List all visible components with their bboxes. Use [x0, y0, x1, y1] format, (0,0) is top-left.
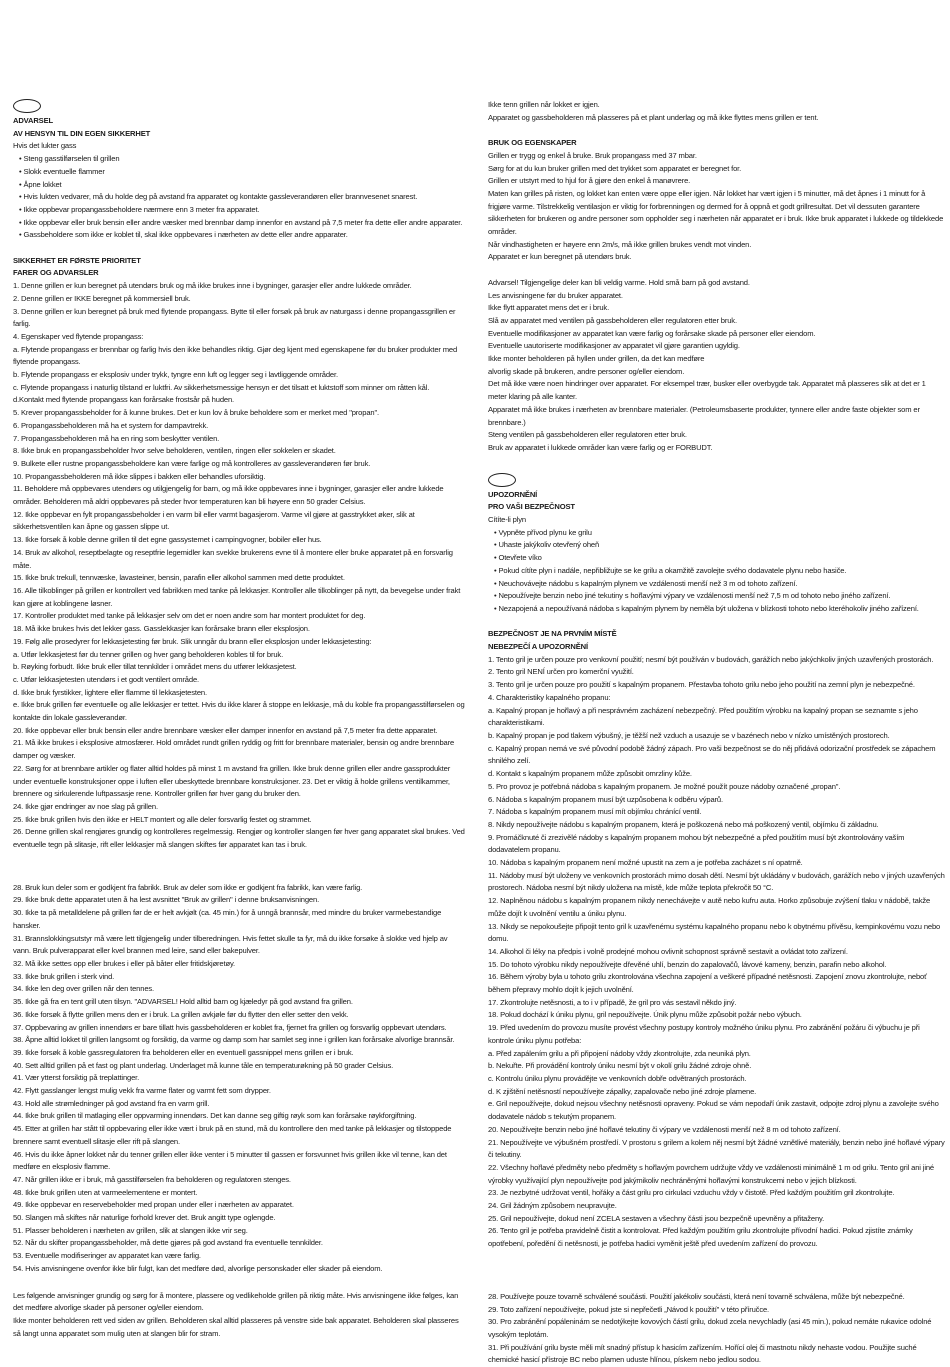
- list-item: 18. Må ikke brukes hvis det lekker gass. Gasslekkasjer kan forårsake brann eller eksplosjon.: [13, 624, 310, 634]
- list-item: 28. Používejte pouze tovarně schválené součásti. Použití jakékoliv součásti, která není tovarně schválena, může být nebezpečné.: [488, 1291, 905, 1301]
- list-item: 34. Ikke len deg over grillen når den tennes.: [13, 984, 155, 994]
- list-item: 10. Propangassbeholderen må ikke slippes i bakken eller behandles uforsiktig.: [13, 471, 266, 481]
- list-item: 31. Brannslokkingsutstyr må være lett tilgjengelig under tilberedningen. Hvis fettet skulle ta fyr, må du ikke forsøke å slokke ved hjelp av vann. Bruk pulverapparat eller kvel brannen med leire, sand eller bakepulver.: [13, 933, 448, 956]
- closing-instructions: [13, 1290, 465, 1341]
- list-item: Apparatet må ikke brukes i nærheten av brennbare materialer. (Petroleumsbaserte produkter, tynnere eller andre faste objekter som er brennbare.): [488, 404, 920, 427]
- list-item: 21. Nepoužívejte ve výbušném prostředí. V prostoru s grilem a kolem něj nesmí být žádné vznětlivé materiály, benzin nebo jiné hořlavé výpary či tekutiny.: [488, 1137, 945, 1160]
- list-item: 15. Ikke bruk trekull, tennvæske, lavasteiner, bensin, parafin eller alkohol sammen med dette produktet.: [13, 573, 345, 583]
- list-item: 1. Tento gril je určen pouze pro venkovní použití; nesmí být používán v budovách, garážích nebo jakýchkoliv jiných uzavřených prostorách.: [488, 654, 934, 664]
- list-item: Eventuelle uautoriserte modifikasjoner av apparatet vil gjøre garantien ugyldig.: [488, 341, 740, 351]
- use-heading: BRUK OG EGENSKAPER: [488, 138, 577, 148]
- list-item: 15. Do tohoto výrobku nikdy nepoužívejte dřevěné uhlí, benzin do zapalovačů, lávové kameny, benzin, parafin nebo alkohol.: [488, 959, 887, 969]
- list-item: 40. Sett alltid grillen på et fast og plant underlag. Underlaget må kunne tåle en temperaturøkning på 50 grader Celsius.: [13, 1060, 394, 1070]
- list-item: 8. Nikdy nepoužívejte nádobu s kapalným propanem, která je poškozená nebo má poškozený ventil, objímku či základnu.: [488, 819, 879, 829]
- list-item: • Steng gasstilførselen til grillen: [13, 153, 465, 166]
- list-item: Slå av apparatet med ventilen på gassbeholderen eller regulatoren etter bruk.: [488, 315, 737, 325]
- list-item: • Gassbeholdere som ikke er koblet til, skal ikke oppbevares i nærheten av dette eller andre apparater.: [13, 229, 465, 242]
- list-item: 16. Alle tilkoblinger på grillen er kontrollert ved fabrikken med tanke på lekkasjer. Kontroller alle tilkoblinger på nytt, da bevegelse under frakt kan gjøre at koblingene løsner.: [13, 586, 461, 608]
- list-item: 14. Alkohol či léky na předpis i volně prodejné mohou ovlivnit schopnost správně sestavit a ovládat toto zařízení.: [488, 946, 848, 956]
- list-item: • Åpne lokket: [13, 179, 465, 192]
- list-item: c. Kapalný propan nemá ve své původní podobě žádný zápach. Pro vaši bezpečnost se do něj přidává odorizační prostředek se zápachem shnilého zelí.: [488, 743, 936, 766]
- list-item: 6. Propangassbeholderen må ha et system for dampavtrekk.: [13, 420, 209, 430]
- list-item: 30. Ikke ta på metalldelene på grillen før de er helt avkjølt (ca. 45 min.) for å unngå brannsår, med mindre du bruker varmebestandige hansker.: [13, 908, 442, 930]
- list-item: c. Utfør lekkasjetesten utendørs i et godt ventilert område.: [13, 674, 199, 684]
- cz-warning-title: UPOZORNĚNÍ: [488, 489, 538, 499]
- list-item: 20. Nepoužívejte benzin nebo jiné hořlavé tekutiny či výpary ve vzdálenosti menší než 8 m od tohoto zařízení.: [488, 1124, 841, 1134]
- list-item: 24. Ikke gjør endringer av noe slag på grillen.: [13, 801, 158, 811]
- list-item: 7. Nádoba s kapalným propanem musí mít objímku chránící ventil.: [488, 807, 702, 817]
- list-item: 28. Bruk kun deler som er godkjent fra fabrikk. Bruk av deler som ikke er godkjent fra fabrikk, kan være farlig.: [13, 882, 363, 892]
- list-item: alvorlig skade på brukeren, andre personer og/eller eiendom.: [488, 366, 685, 376]
- list-item: 32. Må ikke settes opp eller brukes i eller på båter eller fritidskjøretøy.: [13, 958, 235, 968]
- list-item: d. Kontakt s kapalným propanem může způsobit omrzliny kůže.: [488, 769, 692, 779]
- hazards-heading: FARER OG ADVARSLER: [13, 268, 99, 278]
- list-item: Sørg for at du kun bruker grillen med det trykket som apparatet er beregnet for.: [488, 163, 742, 173]
- list-item: Det må ikke være noen hindringer over apparatet. For eksempel trær, busker eller overbygde tak. Apparatet må plasseres slik at det er 1 meter klaring på alle kanter.: [488, 379, 926, 402]
- cz-safety-heading: PRO VAŠI BEZPEČNOST: [488, 502, 575, 512]
- list-item: • Ikke oppbevar eller bruk bensin eller andre væsker med brennbar damp innenfor en avstand på 7,5 meter fra dette eller andre apparater.: [13, 217, 465, 230]
- list-item: • Nepoužívejte benzin nebo jiné tekutiny s hořlavými výpary ve vzdálenosti menší než 7,5 m od tohoto nebo jiného zařízení.: [488, 590, 945, 603]
- gas-smell-line: Hvis det lukter gass: [13, 141, 77, 151]
- list-item: 19. Před uvedením do provozu musíte provést všechny postupy kontroly možného úniku plynu. Pro zabránění požáru či výbuchu je při kontrole úniku plynu potřeba:: [488, 1023, 920, 1045]
- list-item: 22. Sørg for at brennbare artikler og flater alltid holdes på minst 1 m avstand fra grillen. Ikke bruk denne grillen eller andre gassprodukter under eventuelle konstruksjoner oppe i luften eller ubeskyttede brennbare konstruksjoner. 23. Det er viktig å holde grillens ventilkammer, brennere og sirkulerende luftpassasje rene. Kontroller grillen før hver gang du bruker den.: [13, 763, 451, 799]
- list-item: 43. Hold alle strømledninger på god avstand fra en varm grill.: [13, 1098, 210, 1108]
- warning-bullet-list: [13, 153, 465, 242]
- list-item: 1. Denne grillen er kun beregnet på utendørs bruk og må ikke brukes inne i bygninger, garasjer eller andre lukkede områder.: [13, 281, 412, 291]
- list-item: Grillen er trygg og enkel å bruke. Bruk propangass med 37 mbar.: [488, 150, 697, 160]
- list-item: 12. Naplněnou nádobu s kapalným propanem nikdy nenechávejte v autě nebo kufru auta. Horko způsobuje zvýšení tlaku v nádobě, takže může dojít k uvolnění ventilu a úniku plynu.: [488, 896, 931, 918]
- list-item: • Hvis lukten vedvarer, må du holde deg på avstand fra apparatet og kontakte gassleverandøren eller brannvesenet snarest.: [13, 191, 465, 204]
- list-item: 5. Pro provoz je potřebná nádoba s kapalným propanem. Je možné použít pouze nádoby označené „propan".: [488, 781, 841, 791]
- list-item: d. Ikke bruk fyrstikker, lightere eller flamme til lekkasjetesten.: [13, 687, 207, 697]
- list-item: 8. Ikke bruk en propangassbeholder hvor selve beholderen, ventilen, ringen eller sokkelen er skadet.: [13, 446, 336, 456]
- list-item: d.Kontakt med flytende propangass kan forårsake frostsår på huden.: [13, 395, 235, 405]
- list-item: 47. Når grillen ikke er i bruk, må gasstilførselen fra beholderen og regulatoren stenges.: [13, 1174, 291, 1184]
- list-item: b. Kapalný propan je pod tlakem výbušný, je těžší než vzduch a usazuje se v bazénech nebo v nízko umístěných prostorech.: [488, 731, 890, 740]
- list-item: Når vindhastigheten er høyere enn 2m/s, må ikke grillen brukes vendt mot vinden.: [488, 239, 752, 249]
- list-item: Ikke flytt apparatet mens det er i bruk.: [488, 303, 610, 313]
- list-item: 7. Propangassbeholderen må ha en ring som beskytter ventilen.: [13, 433, 220, 443]
- list-item: 25. Ikke bruk grillen hvis den ikke er HELT montert og alle deler forsvarlig festet og strammet.: [13, 814, 312, 824]
- list-item: 48. Ikke bruk grillen uten at varmeelementene er montert.: [13, 1187, 198, 1197]
- list-item: c. Kontrolu úniku plynu provádějte ve venkovních dobře odvětraných prostorách.: [488, 1073, 747, 1083]
- list-item: 13. Ikke forsøk å koble denne grillen til det egne gassystemet i campingvogner, bobiler eller hus.: [13, 535, 322, 545]
- list-item: • Otevřete víko: [488, 552, 945, 565]
- list-item: e. Ikke bruk grillen før eventuelle og alle lekkasjer er tettet. Hvis du ikke klarer å stoppe en lekkasje, må du koble fra propangasstilførselen og kontakte din lokale gassleverandør.: [13, 700, 465, 723]
- list-item: • Slokk eventuelle flammer: [13, 166, 465, 179]
- list-item: 10. Nádoba s kapalným propanem není možné upustit na zem a je potřeba zacházet s ní opatrně.: [488, 858, 803, 868]
- list-item: Apparatet er kun beregnet på utendørs bruk.: [488, 252, 632, 262]
- list-item: • Pokud cítíte plyn i nadále, nepřibližujte se ke grilu a okamžitě zavolejte svého dodavatele plynu nebo hasiče.: [488, 565, 945, 578]
- safety-heading: AV HENSYN TIL DIN EGEN SIKKERHET: [13, 128, 151, 138]
- list-item: 29. Ikke bruk dette apparatet uten å ha lest avsnittet "Bruk av grillen" i denne bruksanvisningen.: [13, 895, 320, 905]
- text-line: Apparatet og gassbeholderen må plasseres på et plant underlag og må ikke flyttes mens grillen er tent.: [488, 112, 819, 122]
- list-item: 52. Når du skifter propangassbeholder, må dette gjøres på god avstand fra eventuelle tennkilder.: [13, 1238, 323, 1248]
- list-item: • Ikke oppbevar propangassbeholdere nærmere enn 3 meter fra apparatet.: [13, 204, 465, 217]
- list-item: 2. Denne grillen er IKKE beregnet på kommersiell bruk.: [13, 293, 191, 303]
- list-item: 11. Nádoby musí být uloženy ve venkovních prostorách mimo dosah dětí. Nesmí být ukládány v budovách, garážích nebo v jiných uzavřených prostorech. Nádoba nesmí být nikdy uložena na místě, kde může teplota překročit 50 °C.: [488, 870, 945, 893]
- list-item: 39. Ikke forsøk å koble gassregulatoren fra beholderen eller en eventuell gassnippel mens grillen er i bruk.: [13, 1047, 354, 1057]
- list-item: 45. Etter at grillen har stått til oppbevaring eller ikke vært i bruk på en stund, må du kontrollere den med tanke på lekkasjer og tilstoppede brennere samt eventuell slitasje eller rift på slangen.: [13, 1124, 452, 1146]
- list-item: e. Gril nepoužívejte, dokud nejsou všechny netěsnosti opraveny. Pokud se vám nepodaří únik zastavit, odpojte zdroj plynu a zavolejte svého dodavatele nádob s tekutým propanem.: [488, 1099, 939, 1122]
- list-item: 12. Ikke oppbevar en fylt propangassbeholder i en varm bil eller varmt bagasjerom. Varme vil gjøre at gasstrykket øker, slik at sikkerhetsventilen kan åpne og gassen slippe ut.: [13, 509, 415, 532]
- list-item: 49. Ikke oppbevar en reservebeholder med propan under eller i nærheten av apparatet.: [13, 1200, 294, 1210]
- list-item: 42. Flytt gasslanger lengst mulig vekk fra varme flater og varmt fett som drypper.: [13, 1086, 271, 1096]
- text-line: Ikke tenn grillen når lokket er igjen.: [488, 100, 600, 109]
- cz-warning-oval-icon: [488, 473, 516, 487]
- list-item: 38. Åpne alltid lokket til grillen langsomt og forsiktig, da varme og damp som har samlet seg inne i grillen kan forårsake alvorlige brannsår.: [13, 1035, 455, 1045]
- list-item: 31. Při používání grilu byste měli mít snadný přístup k hasicím zařízením. Hořící olej či mastnotu nikdy nehaste vodou. Použijte suché chemické hasicí přístroje BC nebo plamen uduste hlínou, pískem nebo jedlou sodou.: [488, 1342, 917, 1365]
- list-item: 30. Pro zabránění popáleninám se nedotýkejte kovových částí grilu, dokud zcela nevychladly (asi 45 min.), pokud nemáte rukavice odolné vysokým teplotám.: [488, 1317, 932, 1339]
- list-item: 26. Tento gril je potřeba pravidelně čistit a kontrolovat. Před každým použitím grilu zkontrolujte přívodní hadici. Pokud zjistíte známky opotřebení, poředění či netěsnosti, je potřeba hadici vyměnit ještě před uvedením zařízení do provozu.: [488, 1226, 913, 1249]
- list-item: 11. Beholdere må oppbevares utendørs og utilgjengelig for barn, og må ikke oppbevares inne i bygninger, garasjer eller andre lukkede områder. Beholderen må aldri oppbevares på steder hvor temperaturen kan bli høyere enn 50 grader Celsius.: [13, 484, 444, 507]
- list-item: • Uhaste jakýkoliv otevřený oheň: [488, 539, 945, 552]
- priority-heading: SIKKERHET ER FØRSTE PRIORITET: [13, 255, 141, 265]
- list-item: 9. Promáčknuté či zrezivělé nádoby s kapalným propanem mohou být nebezpečné a před použitím musí být zkontrolovány vaším dodavatelem propanu.: [488, 832, 905, 855]
- list-item: 37. Oppbevaring av grillen innendørs er bare tillatt hvis gassbeholderen er koblet fra, fjernet fra grillen og forsvarlig oppbevart utendørs.: [13, 1022, 447, 1032]
- list-item: 3. Tento gril je určen pouze pro použití s kapalným propanem. Přestavba tohoto grilu nebo jeho použití na zemní plyn je nebezpečné.: [488, 680, 915, 690]
- list-item: 17. Zkontrolujte netěsnosti, a to i v případě, že gril pro vás sestavil někdo jiný.: [488, 997, 737, 1007]
- hazard-list-part-1: [13, 280, 465, 852]
- list-item: 4. Charakteristiky kapalného propanu:: [488, 692, 611, 702]
- warning-oval-icon: [13, 99, 41, 113]
- list-item: a. Utfør lekkasjetest før du tenner grillen og hver gang beholderen kobles til for bruk.: [13, 649, 284, 659]
- left-column: [13, 99, 465, 1340]
- list-item: 36. Ikke forsøk å flytte grillen mens den er i bruk. La grillen avkjøle før du flytter den eller setter den vekk.: [13, 1009, 349, 1019]
- list-item: 35. Ikke gå fra en tent grill uten tilsyn. "ADVARSEL! Hold alltid barn og kjæledyr på god avstand fra grillen.: [13, 997, 353, 1007]
- list-item: 22. Všechny hořlavé předměty nebo předměty s hořlavým povrchem udržujte vždy ve vzdálenosti minimálně 1 m od grilu. Tento gril ani jiné výrobky využívající plyn nepoužívejte pod jakýmikoliv nechráněnými hořlavými konstrukcemi nebo v jejich blízkosti.: [488, 1162, 935, 1185]
- list-item: 53. Eventuelle modifiseringer av apparatet kan være farlig.: [13, 1251, 201, 1261]
- list-item: • Neuchovávejte nádobu s kapalným plynem ve vzdálenosti menší než 3 m od tohoto zařízení.: [488, 578, 945, 591]
- list-item: 6. Nádoba s kapalným propanem musí být uzpůsobena k odběru výparů.: [488, 794, 723, 804]
- warning-title: ADVARSEL: [13, 116, 54, 125]
- list-item: 18. Pokud dochází k úniku plynu, gril nepoužívejte. Únik plynu může způsobit požár nebo výbuch.: [488, 1010, 802, 1020]
- list-item: 46. Hvis du ikke åpner lokket når du tenner grillen eller ikke venter i 5 minutter til gassen er forsvunnet hvis grillen ikke vil tenne, kan det medføre en eksplosiv flamme.: [13, 1149, 447, 1172]
- list-item: • Nezapojená a nepoužívaná nádoba s kapalným plynem by neměla být uložena v blízkosti tohoto nebo kteréhokoliv jiného zařízení.: [488, 603, 945, 616]
- advice-section: [488, 277, 945, 455]
- list-item: a. Kapalný propan je hořlavý a při nesprávném zacházení nebezpečný. Před použitím výrobku na kapalný propan se seznamte s jeho charakteristikami.: [488, 705, 918, 728]
- list-item: 26. Denne grillen skal rengjøres grundig og kontrolleres regelmessig. Rengjør og kontroller slangen før hver gang apparatet skal brukes. Ved eventuelle tegn på slitasje, rift eller lekkasjer må slangen skiftes før apparatet kan tas i bruk.: [13, 827, 465, 850]
- list-item: Ikke monter beholderen rett ved siden av grillen. Beholderen skal alltid plasseres på venstre side bak apparatet. Beholderen skal plasseres så langt unna apparatet som mulig uten at slangen blir for stram.: [13, 1315, 459, 1338]
- list-item: d. K zjištění netěsností nepoužívejte zápalky, zapalovače nebo jiné zdroje plamene.: [488, 1086, 757, 1096]
- list-item: Eventuelle modifikasjoner av apparatet kan være farlig og forårsake skade på personer eller eiendom.: [488, 328, 816, 338]
- list-item: 23. Je nezbytné udržovat ventil, hořáky a část grilu pro cirkulaci vzduchu vždy v čistotě. Před každým použitím gril zkontrolujte.: [488, 1188, 895, 1198]
- list-item: 20. Ikke oppbevar eller bruk bensin eller andre brennbare væsker eller damper innenfor en avstand på 7,5 meter fra dette apparatet.: [13, 725, 438, 735]
- cz-priority-heading: BEZPEČNOST JE NA PRVNÍM MÍSTĚ: [488, 629, 617, 639]
- list-item: c. Flytende propangass i naturlig tilstand er luktfri. Av sikkerhetsmessige hensyn er det tilsatt et luktstoff som minner om råtten kål.: [13, 382, 430, 392]
- list-item: • Vypněte přívod plynu ke grilu: [488, 527, 945, 540]
- list-item: 44. Ikke bruk grillen til matlaging eller oppvarming innendørs. Det kan danne seg giftig røyk som kan forårsake røykforgiftning.: [13, 1111, 417, 1121]
- list-item: 19. Følg alle prosedyrer for lekkasjetesting før bruk. Slik unngår du brann eller eksplosjon under lekkasjetesting:: [13, 636, 372, 646]
- list-item: Ikke monter beholderen på hyllen under grillen, da det kan medføre: [488, 354, 705, 364]
- list-item: 4. Egenskaper ved flytende propangass:: [13, 331, 144, 341]
- list-item: a. Flytende propangass er brennbar og farlig hvis den ikke behandles riktig. Gjør deg kjent med egenskapene før du bruker produkter med flytende propangass.: [13, 344, 458, 367]
- list-item: 5. Krever propangassbeholder for å kunne brukes. Det er kun lov å bruke beholdere som er merket med "propan".: [13, 408, 379, 418]
- list-item: 9. Bulkete eller rustne propangassbeholdere kan være farlige og må kontrolleres av gassleverandøren før bruk.: [13, 458, 371, 468]
- cz-hazard-list-part-1: [488, 654, 945, 1251]
- list-item: Advarsel! Tilgjengelige deler kan bli veldig varme. Hold små barn på god avstand.: [488, 277, 750, 287]
- cz-hazards-heading: NEBEZPEČÍ A UPOZORNĚNÍ: [488, 642, 588, 652]
- list-item: 17. Kontroller produktet med tanke på lekkasjer selv om det er noen andre som har montert produktet for deg.: [13, 611, 366, 621]
- list-item: Maten kan grilles på risten, og lokket kan enten være oppe eller igjen. Når lokket har vært igjen i 5 minutter, må det åpnes i 1 minutt for å frigjøre varme. Tilstrekkelig ventilasjon er viktig for forbrenningen og dermed for å oppnå et godt grillresultat. Det vil dessuten garantere sikkerheten for brukeren og andre personer som oppholder seg i nærheten når apparatet er i bruk. Ikke bruk apparatet i lukkede og tildekkede områder.: [488, 188, 944, 237]
- list-item: 50. Slangen må skiftes når naturlige forhold krever det. Bruk angitt type oglengde.: [13, 1213, 276, 1223]
- list-item: 21. Må ikke brukes i eksplosive atmosfærer. Hold området rundt grillen ryddig og fritt for brennbare materialer, bensin og andre brennbare damper og væsker.: [13, 738, 455, 761]
- list-item: 24. Gril žádným způsobem neupravujte.: [488, 1201, 617, 1211]
- cz-warning-bullet-list: [488, 527, 945, 616]
- list-item: 41. Vær ytterst forsiktig på treplattinger.: [13, 1073, 140, 1083]
- list-item: Les anvisningene før du bruker apparatet.: [488, 290, 623, 300]
- cz-gas-smell-line: Cítíte-li plyn: [488, 515, 526, 525]
- list-item: b. Nekuřte. Při provádění kontroly úniku nesmí být v okolí grilu žádné zdroje ohně.: [488, 1061, 752, 1071]
- list-item: 33. Ikke bruk grillen i sterk vind.: [13, 971, 115, 981]
- list-item: 51. Plasser beholderen i nærheten av grillen, slik at slangen ikke vrir seg.: [13, 1225, 248, 1235]
- list-item: 3. Denne grillen er kun beregnet på bruk med flytende propangass. Bytte til eller forsøk på bruk av naturgass i denne propangassgrillen er farlig.: [13, 306, 456, 329]
- hazard-list-part-2: [13, 882, 465, 1276]
- list-item: Steng ventilen på gassbeholderen eller regulatoren etter bruk.: [488, 430, 687, 440]
- list-item: 2. Tento gril NENÍ určen pro komerční využití.: [488, 667, 634, 677]
- list-item: Les følgende anvisninger grundig og sørg for å montere, plassere og vedlikeholde grillen på riktig måte. Hvis anvisningene ikke følges, kan det medføre alvorlige skader på personer og/eller eiendom.: [13, 1290, 459, 1313]
- list-item: 14. Bruk av alkohol, reseptbelagte og reseptfrie legemidler kan svekke brukerens evne til å montere eller bruke apparatet på en forsvarlig måte.: [13, 547, 453, 570]
- list-item: 25. Gril nepoužívejte, dokud není ZCELA sestaven a všechny části jsou bezpečně upevněny a přitaženy.: [488, 1213, 825, 1223]
- list-item: Bruk av apparatet i lukkede områder kan være farlig og er FORBUDT.: [488, 442, 713, 452]
- cz-hazard-list-part-2: [488, 1291, 945, 1367]
- list-item: 13. Nikdy se nepokoušejte připojit tento gril k uzavřenému systému kapalného propanu nebo k obytnému přívěsu, kempinkovému vozu nebo domu.: [488, 921, 941, 944]
- list-item: Grillen er utstyrt med to hjul for å gjøre den enkel å manøvrere.: [488, 176, 691, 186]
- right-column: [488, 99, 945, 1367]
- list-item: 54. Hvis anvisningene ovenfor ikke blir fulgt, kan det medføre død, alvorlige personskader eller skader på eiendom.: [13, 1263, 383, 1273]
- list-item: a. Před zapálením grilu a při připojení nádoby vždy zkontrolujte, zda neuniká plyn.: [488, 1048, 751, 1058]
- use-section: [488, 150, 945, 264]
- list-item: 29. Toto zařízení nepoužívejte, pokud jste si nepřečetli „Návod k použití" v této příručce.: [488, 1304, 770, 1314]
- list-item: b. Flytende propangass er eksplosiv under trykk, tyngre enn luft og legger seg i lavtliggende områder.: [13, 370, 338, 380]
- list-item: b. Røyking forbudt. Ikke bruk eller tillat tennkilder i området mens du utfører lekkasjetest.: [13, 662, 297, 672]
- list-item: 16. Během výroby byla u tohoto grilu zkontrolována všechna zapojení a veškeré případné netěsnosti. Zapojení znovu zkontrolujte, neboť během přepravy mohlo dojít k jejich uvolnění.: [488, 972, 927, 995]
